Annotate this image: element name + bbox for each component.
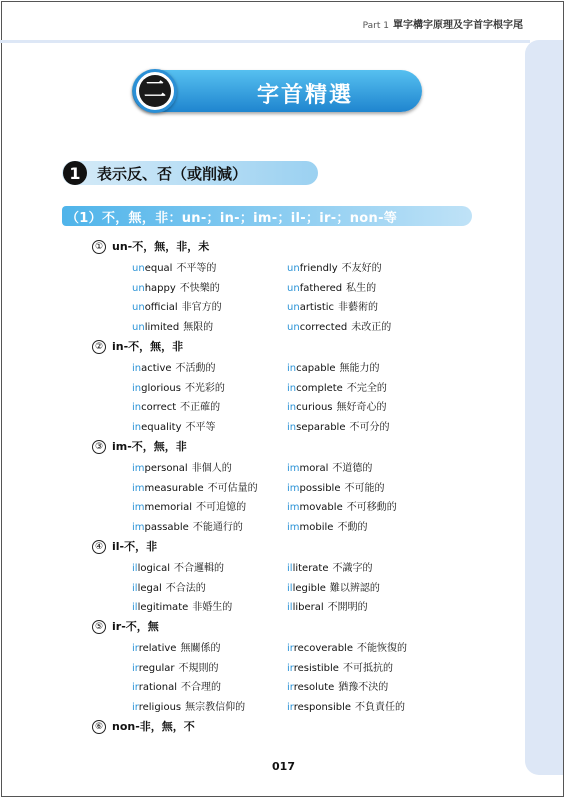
prefix: ir — [132, 701, 139, 713]
group-number: ④ — [92, 540, 106, 554]
prefix: im — [287, 521, 300, 533]
group-heading — [92, 718, 195, 734]
vocab-entry — [287, 678, 388, 693]
prefix: un — [132, 263, 145, 274]
vocab-entry — [287, 398, 387, 413]
chapter-number-badge — [133, 69, 177, 113]
gloss: 無能力的 — [339, 363, 380, 374]
vocab-entry — [287, 259, 382, 274]
prefix: im — [132, 463, 145, 474]
word-stem: complete — [296, 382, 343, 394]
word-stem: corrected — [299, 321, 348, 333]
vocab-entry — [287, 579, 380, 594]
word-stem: liberal — [292, 602, 324, 613]
vocab-entry — [287, 279, 376, 294]
prefix: im — [287, 482, 300, 494]
prefix: ir — [132, 662, 139, 674]
group-number: ⑤ — [92, 620, 106, 634]
vocab-entry — [132, 498, 246, 513]
gloss: 不友好的 — [341, 263, 382, 274]
word-stem: friendly — [299, 263, 338, 274]
prefix: il — [132, 602, 138, 613]
vocab-entry — [132, 579, 206, 594]
vocab-entry — [132, 459, 232, 474]
gloss: 不快樂的 — [179, 282, 220, 294]
word-stem: logical — [137, 563, 170, 574]
prefix: ir — [287, 701, 294, 713]
gloss: 猶豫不決的 — [338, 682, 389, 693]
gloss: 不道德的 — [332, 463, 373, 474]
gloss: 不可追憶的 — [196, 502, 247, 513]
prefix: ir — [287, 662, 294, 674]
running-head-title: 單字構字原理及字首字根字尾 — [393, 20, 523, 31]
gloss: 私生的 — [346, 282, 377, 294]
gloss: 不負責任的 — [355, 701, 406, 713]
gloss: 不規則的 — [178, 662, 219, 674]
word-stem: religious — [138, 701, 182, 713]
group-heading — [92, 538, 157, 554]
gloss: 未改正的 — [351, 321, 392, 333]
header-rule — [0, 40, 530, 43]
prefix: il — [287, 563, 293, 574]
vocab-entry — [287, 598, 368, 613]
vocab-entry — [132, 659, 218, 674]
gloss: 無宗教信仰的 — [185, 701, 246, 713]
prefix: im — [132, 502, 145, 513]
gloss: 非婚生的 — [192, 602, 233, 613]
gloss: 非藝術的 — [338, 302, 379, 313]
gloss: 不光彩的 — [184, 382, 225, 394]
vocab-entry — [132, 379, 225, 394]
gloss: 不能恢復的 — [356, 643, 407, 654]
vocab-entry — [287, 659, 393, 674]
section-number-badge: 1 — [63, 161, 87, 185]
word-stem: resolute — [293, 682, 335, 693]
word-stem: moral — [299, 463, 329, 474]
vocab-entry — [132, 698, 245, 713]
vocab-entry — [132, 479, 258, 494]
word-stem: correct — [141, 402, 177, 413]
prefix: ir — [132, 643, 139, 654]
prefix: in — [287, 402, 297, 413]
gloss: 不可估量的 — [207, 482, 258, 494]
word-stem: happy — [144, 282, 176, 294]
vocab-entry — [287, 418, 389, 433]
prefix: un — [287, 263, 300, 274]
gloss: 不合理的 — [181, 682, 222, 693]
subsection-title: （1）不，無，非：un-；in-；im-；il-；ir-；non-等 — [66, 211, 398, 226]
page-frame — [1, 1, 564, 797]
word-stem: legal — [137, 582, 162, 594]
vocab-entry — [132, 559, 224, 574]
word-stem: possible — [299, 482, 341, 494]
prefix: in — [132, 363, 142, 374]
vocab-entry — [132, 318, 213, 333]
word-stem: active — [141, 363, 172, 374]
vocab-entry — [287, 298, 378, 313]
group-heading — [92, 438, 187, 454]
vocab-entry — [132, 518, 243, 533]
word-stem: resistible — [293, 662, 339, 674]
running-head-part: Part 1 — [362, 21, 389, 31]
word-stem: mobile — [299, 521, 334, 533]
gloss: 不完全的 — [346, 382, 387, 394]
vocab-entry — [287, 518, 367, 533]
prefix: in — [132, 421, 142, 433]
group-heading-text: un-不，無，非，未 — [112, 240, 210, 253]
prefix: un — [132, 321, 145, 333]
group-heading — [92, 238, 209, 254]
gloss: 無關係的 — [180, 643, 221, 654]
group-heading-text: ir-不，無 — [112, 620, 159, 633]
chapter-number: 二 — [139, 75, 171, 107]
word-stem: official — [144, 302, 178, 313]
prefix: un — [132, 282, 145, 294]
group-heading-text: in-不，無，非 — [112, 340, 184, 353]
chapter-title: 字首精選 — [256, 83, 353, 108]
gloss: 無好奇心的 — [336, 402, 387, 413]
vocab-entry — [287, 459, 372, 474]
word-stem: capable — [296, 363, 336, 374]
vocab-entry — [132, 598, 232, 613]
prefix: un — [287, 321, 300, 333]
vocab-entry — [287, 379, 387, 394]
prefix: in — [132, 382, 142, 394]
vocab-entry — [132, 279, 220, 294]
vocab-entry — [287, 479, 384, 494]
word-stem: responsible — [293, 701, 352, 713]
prefix: in — [287, 363, 297, 374]
word-stem: curious — [296, 402, 333, 413]
vocab-entry — [287, 698, 405, 713]
word-stem: glorious — [141, 382, 181, 394]
gloss: 不可移動的 — [346, 502, 397, 513]
prefix: il — [132, 563, 138, 574]
vocab-entry — [132, 418, 216, 433]
vocab-entry — [287, 359, 380, 374]
word-stem: relative — [138, 643, 177, 654]
word-stem: limited — [144, 321, 180, 333]
prefix: ir — [287, 682, 294, 693]
prefix: il — [287, 602, 293, 613]
vocab-entry — [132, 639, 220, 654]
word-stem: movable — [299, 502, 343, 513]
gloss: 不平等 — [185, 421, 216, 433]
word-stem: recoverable — [293, 643, 353, 654]
word-stem: passable — [144, 521, 189, 533]
prefix: un — [132, 302, 145, 313]
gloss: 不可分的 — [349, 421, 390, 433]
side-tab-strip — [525, 40, 563, 775]
gloss: 不識字的 — [332, 563, 373, 574]
gloss: 難以辨認的 — [329, 582, 380, 594]
group-heading — [92, 618, 159, 634]
prefix: im — [287, 502, 300, 513]
group-number: ③ — [92, 440, 106, 454]
prefix: im — [132, 521, 145, 533]
vocab-entry — [132, 398, 220, 413]
word-stem: artistic — [299, 302, 335, 313]
group-number: ① — [92, 240, 106, 254]
gloss: 不可能的 — [344, 482, 385, 494]
gloss: 不平等的 — [176, 263, 217, 274]
gloss: 不能通行的 — [192, 521, 243, 533]
gloss: 不開明的 — [327, 602, 368, 613]
prefix: in — [132, 402, 142, 413]
prefix: un — [287, 302, 300, 313]
group-heading-text: im-不，無，非 — [112, 440, 187, 453]
word-stem: regular — [138, 662, 175, 674]
prefix: in — [287, 421, 297, 433]
prefix: im — [287, 463, 300, 474]
prefix: im — [132, 482, 145, 494]
vocab-entry — [287, 559, 373, 574]
vocab-entry — [132, 678, 221, 693]
group-number: ② — [92, 340, 106, 354]
group-heading-text: non-非，無，不 — [112, 720, 195, 733]
prefix: in — [287, 382, 297, 394]
word-stem: rational — [138, 682, 178, 693]
gloss: 不合法的 — [165, 582, 206, 594]
prefix: un — [287, 282, 300, 294]
word-stem: fathered — [299, 282, 343, 294]
prefix: ir — [287, 643, 294, 654]
group-heading-text: il-不，非 — [112, 540, 158, 553]
gloss: 不可抵抗的 — [342, 662, 393, 674]
vocab-entry — [132, 359, 216, 374]
prefix: il — [132, 582, 138, 594]
gloss: 不活動的 — [175, 363, 216, 374]
gloss: 非官方的 — [181, 302, 222, 313]
word-stem: separable — [296, 421, 346, 433]
word-stem: memorial — [144, 502, 193, 513]
gloss: 非個人的 — [191, 463, 232, 474]
word-stem: measurable — [144, 482, 204, 494]
word-stem: equal — [144, 263, 173, 274]
vocab-entry — [287, 498, 397, 513]
word-stem: personal — [144, 463, 188, 474]
vocab-entry — [287, 639, 407, 654]
vocab-entry — [132, 259, 216, 274]
page-number: 017 — [272, 760, 295, 773]
section-title: 表示反、否（或削減） — [97, 165, 248, 183]
group-number: ⑥ — [92, 720, 106, 734]
running-head — [363, 16, 523, 31]
prefix: ir — [132, 682, 139, 693]
vocab-entry — [287, 318, 391, 333]
gloss: 不合邏輯的 — [174, 563, 224, 574]
gloss: 不動的 — [337, 521, 368, 533]
word-stem: legitimate — [137, 602, 189, 613]
word-stem: equality — [141, 421, 182, 433]
gloss: 無限的 — [183, 321, 214, 333]
word-stem: literate — [292, 563, 329, 574]
vocab-entry — [132, 298, 222, 313]
gloss: 不正確的 — [180, 402, 221, 413]
prefix: il — [287, 582, 293, 594]
word-stem: legible — [292, 582, 326, 594]
group-heading — [92, 338, 183, 354]
